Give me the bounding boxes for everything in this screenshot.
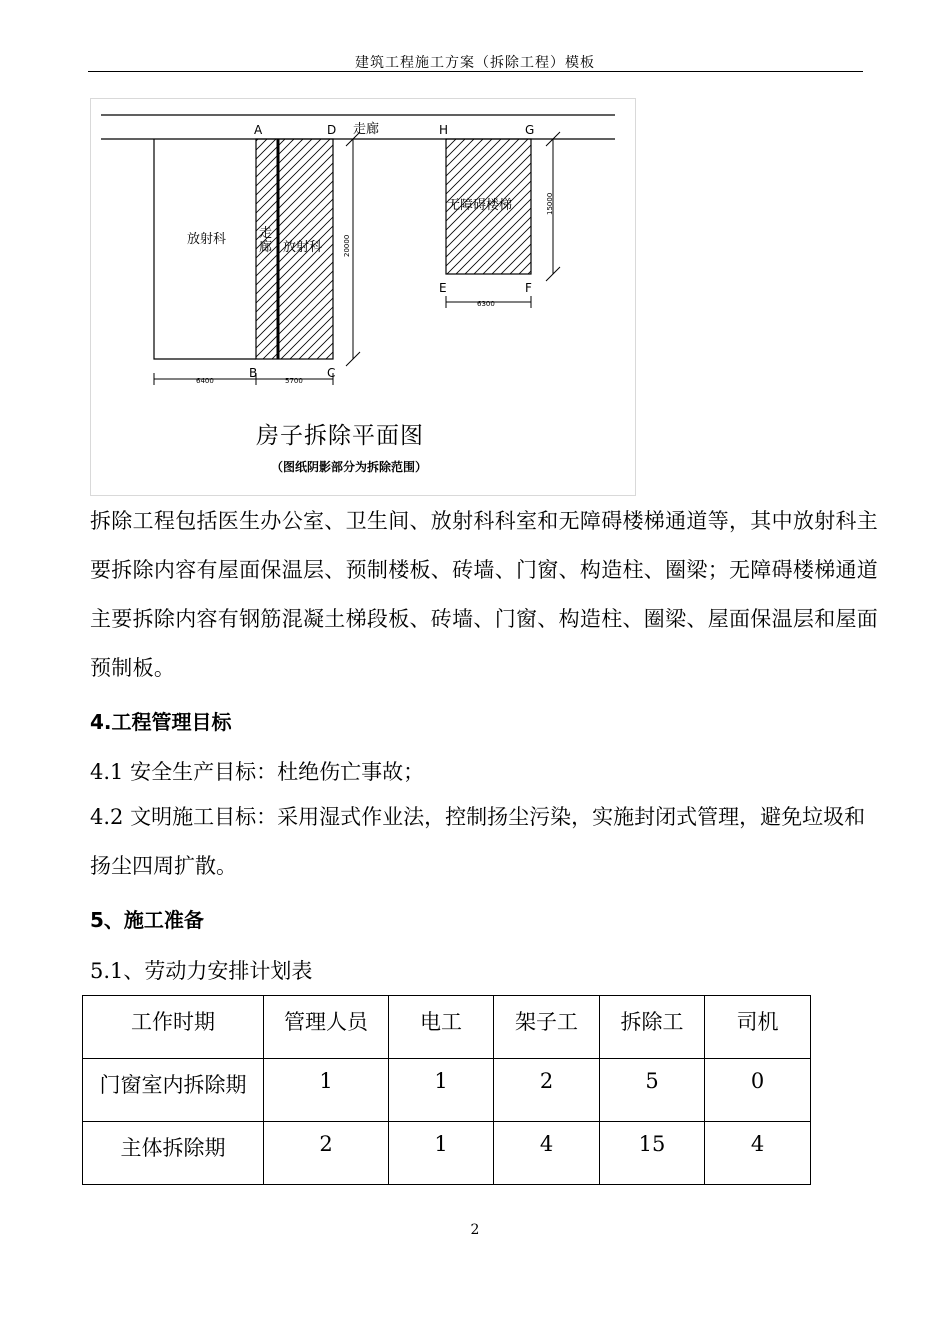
table-cell: 1 <box>389 1059 494 1122</box>
table-cell: 1 <box>264 1059 389 1122</box>
dim-vertical-main: 20000 <box>343 234 351 257</box>
corridor-vertical-label-top: 走 <box>259 226 273 241</box>
section4-item1: 4.1 安全生产目标：杜绝伤亡事故； <box>90 760 425 784</box>
table-cell: 5 <box>600 1059 705 1122</box>
table-cell: 2 <box>264 1122 389 1185</box>
point-b: B <box>249 366 258 380</box>
table-header-cell: 工作时期 <box>83 996 264 1059</box>
labor-plan-table <box>82 995 811 1185</box>
figure-title: 房子拆除平面图 <box>256 423 424 449</box>
table-cell: 0 <box>705 1059 811 1122</box>
radiology-right-label: 放射科 <box>283 240 323 255</box>
dim-stair-height: 15000 <box>546 192 554 215</box>
table-cell: 主体拆除期 <box>83 1122 264 1185</box>
header-title: 建筑工程施工方案（拆除工程）模板 <box>355 55 595 71</box>
table-row <box>83 1122 811 1185</box>
page-number: 2 <box>470 1222 480 1238</box>
table-cell: 门窗室内拆除期 <box>83 1059 264 1122</box>
dim-bottom-mid: 5700 <box>285 377 303 385</box>
point-d: D <box>327 123 337 137</box>
dim-stair-width: 6300 <box>477 300 495 308</box>
table-cell: 1 <box>389 1122 494 1185</box>
section5-item1: 5.1、劳动力安排计划表 <box>90 959 313 983</box>
radiology-left-label: 放射科 <box>187 232 227 247</box>
table-header-cell: 架子工 <box>494 996 600 1059</box>
floor-plan-drawing <box>91 99 637 497</box>
table-cell: 4 <box>705 1122 811 1185</box>
stair-label: 无障碍楼梯 <box>447 198 513 213</box>
point-h: H <box>439 123 449 137</box>
point-f: F <box>525 281 532 295</box>
header-rule <box>88 71 863 72</box>
body-paragraph: 拆除工程包括医生办公室、卫生间、放射科科室和无障碍楼梯通道等，其中放射科主要拆除内容有屋面保温层、预制楼板、砖墙、门窗、构造柱、圈梁；无障碍楼梯通道主要拆除内容有钢筋混凝土梯段板、砖墙、门窗、构造柱、圈梁、屋面保温层和屋面预制板。 <box>90 509 879 680</box>
table-header-cell: 电工 <box>389 996 494 1059</box>
point-a: A <box>254 123 263 137</box>
floor-plan-figure <box>90 98 636 496</box>
table-header-cell: 司机 <box>705 996 811 1059</box>
section5-heading: 5、施工准备 <box>90 908 204 932</box>
point-e: E <box>439 281 447 295</box>
figure-subtitle: （图纸阴影部分为拆除范围） <box>271 460 428 474</box>
table-header-row <box>83 996 811 1059</box>
left-room-outline <box>154 139 256 359</box>
corridor-vertical-label-bottom: 廊 <box>259 240 273 255</box>
corridor-label: 走廊 <box>353 122 380 137</box>
table-cell: 2 <box>494 1059 600 1122</box>
table-cell: 15 <box>600 1122 705 1185</box>
dim-bottom-left: 6400 <box>196 377 214 385</box>
point-c: C <box>327 366 336 380</box>
table-header-cell: 拆除工 <box>600 996 705 1059</box>
section4-item2: 4.2 文明施工目标：采用湿式作业法，控制扬尘污染，实施封闭式管理，避免垃圾和扬尘四周扩散。 <box>90 805 866 878</box>
table-header-cell: 管理人员 <box>264 996 389 1059</box>
section4-heading: 4.工程管理目标 <box>90 710 232 734</box>
point-g: G <box>525 123 535 137</box>
table-row <box>83 1059 811 1122</box>
table-cell: 4 <box>494 1122 600 1185</box>
